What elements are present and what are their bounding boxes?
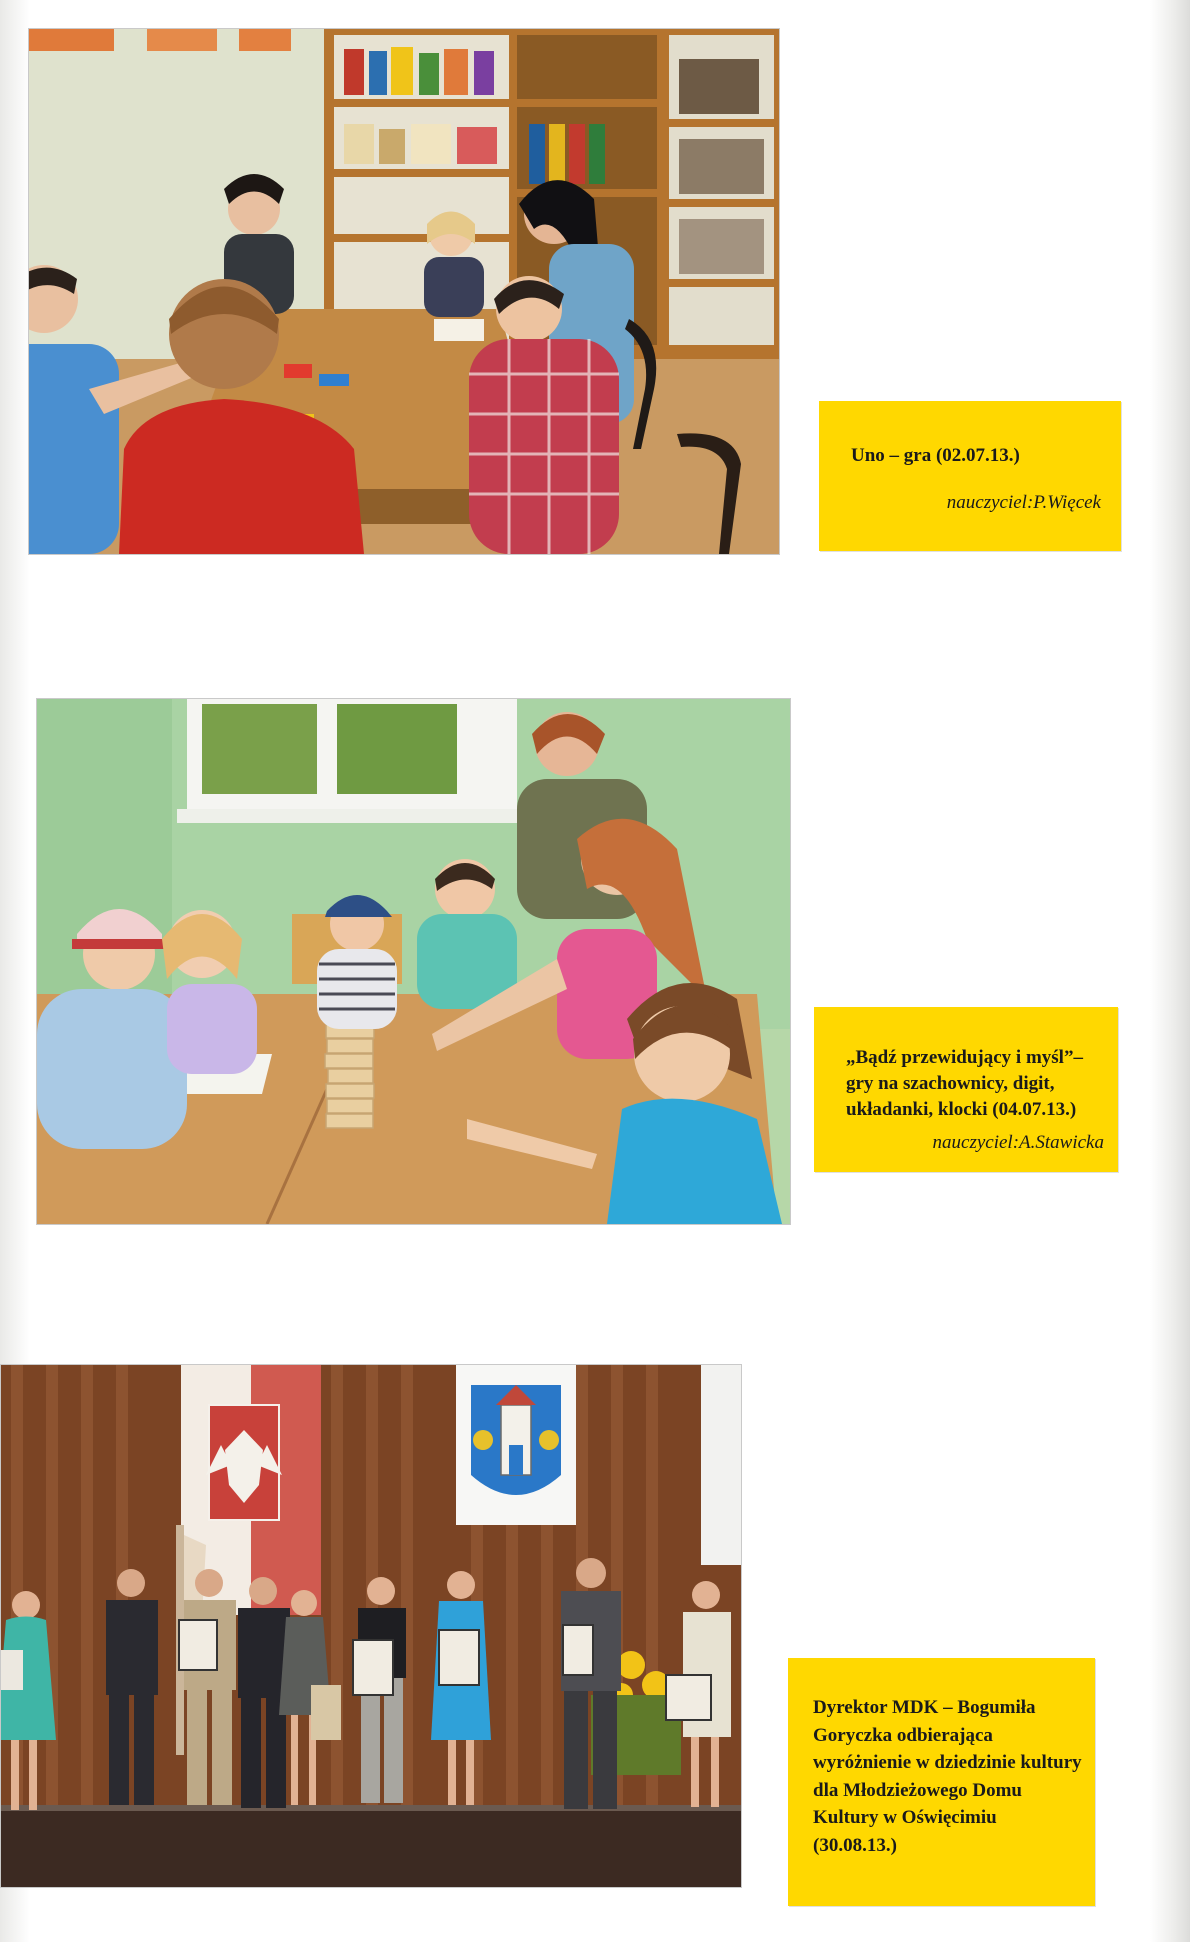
caption-award-title: Dyrektor MDK – Bogumiła Goryczka odbierająca wyróżnienie w dziedzinie kultury dla Młodzieżowego Domu Kultury w Oświęcimiu (30.08.13.)	[813, 1697, 1082, 1856]
photo-board-games	[36, 698, 791, 1225]
photo-uno-game	[28, 28, 780, 555]
caption-uno-teacher: nauczyciel:P.Więcek	[946, 492, 1101, 513]
caption-board-games-title: „Bądź przewidujący i myśl”– gry na szachownicy, digit, układanki, klocki (04.07.13.)	[846, 1047, 1083, 1121]
photo-award-ceremony	[0, 1364, 742, 1888]
caption-uno	[819, 401, 1121, 551]
caption-board-games	[814, 1007, 1118, 1172]
caption-board-games-teacher: nauczyciel:A.Stawicka	[932, 1132, 1104, 1153]
caption-uno-title: Uno – gra (02.07.13.)	[851, 445, 1020, 466]
caption-award	[788, 1658, 1095, 1906]
